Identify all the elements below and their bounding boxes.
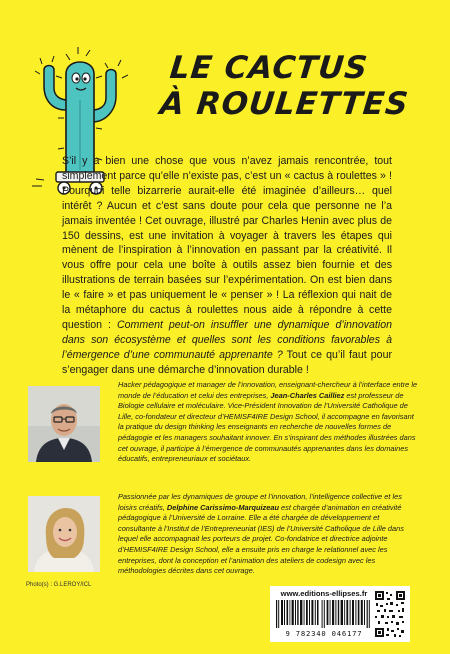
book-title-line-2: À ROULETTES [158,86,411,122]
publisher-url[interactable]: www.editions-ellipses.fr [280,589,368,598]
author-photo-delphine [28,496,100,572]
bio-delphine [118,492,418,577]
blurb-question: Comment peut-on insuffler une dynamique d’innovation dans son écosystème et quelles sont les conditions favorables à l’émergence d’une communauté apprenante ? [62,318,392,361]
bio-1-intro: Hacker pédagogique et manager de l’innovation, enseignant-chercheur à l’interface entre le monde de l’éducation et celui des entreprises, [118,380,418,400]
bio-jean-charles [118,380,418,465]
blurb-paragraph [62,154,392,378]
photo-credit: Photo(s) : G.LEROY/ICL [26,582,92,588]
barcode-box [270,586,410,642]
bio-1-name: Jean-Charles Cailliez [270,390,345,400]
bio-2-body: est chargée d’animation en créativité pédagogique à l’Université de Lorraine. Elle a été chargée de développement et consultante à l’Institut de l’Entrepreneuriat (IES) de l’Université Catholique de Lille dans lequel elle accompagnait les porteurs de projet. Co-fondatrice et directrice adjointe d’HEMISF4IRE Design School, elle a ensuite pris en charge le relationnel avec les entreprises, dont la conception et l’animation des ateliers de codesign avec les méthodologies décrites dans cet ouvrage. [118,502,404,576]
qr-code [374,590,406,638]
bio-2-intro: Passionnée par les dynamiques de groupe et l’innovation, l’intelligence collective et les loisirs créatifs, [118,492,402,512]
isbn-number: 9 782340 046177 [285,629,363,638]
bio-1-body: est professeur de Biologie cellulaire et moléculaire. Vice-Président Innovation de l’Université Catholique de Lille, co-fondateur et directeur d’HEMISF4IRE Design School, il accompagne en favorisant la pratique du design thinking les enseignants en recherche de nouvelles formes de pédagogie et les managers souhaitant innover. En s’inspirant des méthodes illustrées dans cet ouvrage, il participe à l’émergence de communautés apprenantes dans les domaines éducatifs, entrepreneuriaux et sociétaux. [118,390,416,464]
barcode [276,600,370,628]
author-photo-jean-charles [28,386,100,462]
blurb-closing: Tout ce qu’il faut pour s’engager dans une démarche d’innovation durable ! [62,348,392,376]
blurb-text: S’il y a bien une chose que vous n’avez jamais rencontrée, tout simplement parce qu’elle n’existe pas, c’est un « cactus à roulettes » ! Pourquoi telle bizarrerie aurait-elle été imaginée d’ailleurs… quel intérêt ? Aucun et c’est sans doute pour cela que personne ne l’a jamais inventée ! Cet ouvrage, illustré par Charles Henin avec plus de 150 dessins, est une invitation à voyager à travers les étapes qui mènent de l’inspiration à l’innovation en passant par la créativité. Il vous offre pour cela une boîte à outils assez bien fournie et des illustrations de terrain basées sur l’expérimentation. On est bien dans le « faire » et pas uniquement le « penser » ! La réflexion qui nait de la métaphore du cactus à roulettes nous aide à répondre à cette question : [62,155,392,331]
bio-2-name: Delphine Carissimo-Marquizeau [166,502,279,512]
book-title-line-1: LE CACTUS [168,50,370,86]
